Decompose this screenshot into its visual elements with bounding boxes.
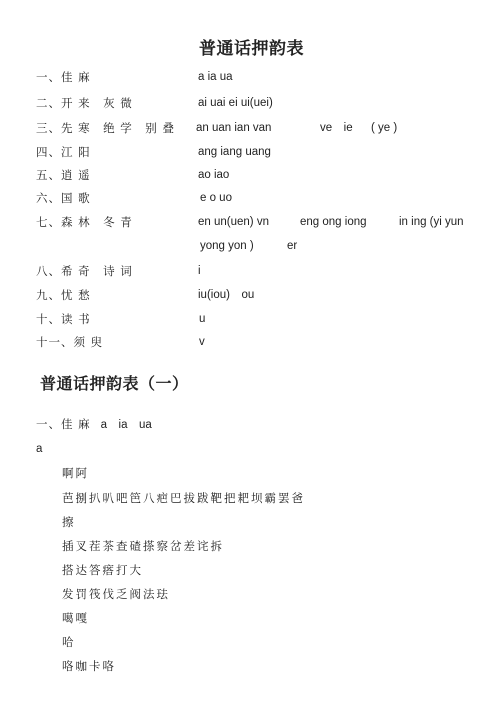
final-heading: a [36, 443, 43, 455]
character-list: 芭捌扒叭吧笆八疤巴拔跋靶把耙坝霸罢爸 [62, 491, 305, 505]
rhyme-finals: ang iang uang [198, 146, 271, 158]
category-label: 十一、须 臾 [36, 335, 104, 349]
category-label: 十、读 书 [36, 312, 91, 326]
character-list: 发罚筏伐乏阀法珐 [62, 587, 170, 601]
character-list: 噶嘎 [62, 611, 89, 625]
category-label: 一、佳 麻 [36, 417, 91, 431]
rhyme-finals: a ia ua [100, 419, 152, 431]
character-list: 哈 [62, 635, 76, 649]
rhyme-finals: en un(uen) vn [198, 216, 269, 228]
rhyme-finals: in ing (yi yun [399, 216, 464, 228]
rhyme-finals: v [199, 336, 205, 348]
category-label: 一、佳 麻 [36, 70, 91, 84]
rhyme-finals: ai uai ei ui(uei) [198, 97, 273, 109]
character-list: 啊阿 [62, 466, 89, 480]
rhyme-finals: ve ie [320, 122, 353, 134]
rhyme-finals: an uan ian van [196, 122, 272, 134]
category-label: 九、忧 愁 [36, 288, 91, 302]
category-label: 七、森 林 冬 青 [36, 215, 133, 229]
character-list: 咯咖卡咯 [62, 659, 116, 673]
category-label: 八、希 奇 诗 词 [36, 264, 133, 278]
character-list: 搭达答瘩打大 [62, 563, 143, 577]
rhyme-finals: e o uo [200, 192, 232, 204]
character-list: 擦 [62, 515, 76, 529]
page-title: 普通话押韵表 [199, 39, 304, 59]
category-label: 五、逍 遥 [36, 168, 91, 182]
rhyme-finals: u [199, 313, 206, 325]
rhyme-finals: ao iao [198, 169, 230, 181]
category-label: 六、国 歌 [36, 191, 91, 205]
category-label: 三、先 寒 绝 学 别 叠 [36, 121, 175, 135]
section-head [36, 416, 152, 433]
section-title: 普通话押韵表（一） [40, 374, 189, 393]
category-label: 四、江 阳 [36, 145, 91, 159]
rhyme-finals: i [198, 265, 201, 277]
rhyme-finals: eng ong iong [300, 216, 367, 228]
rhyme-finals: er [287, 240, 298, 252]
rhyme-finals: a ia ua [198, 71, 233, 83]
character-list: 插叉茬茶查碴搽察岔差诧拆 [62, 539, 224, 553]
rhyme-finals: iu(iou) ou [198, 289, 255, 301]
rhyme-finals: yong yon ) [200, 240, 254, 252]
rhyme-finals: ( ye ) [371, 122, 398, 134]
category-label: 二、开 来 灰 微 [36, 96, 133, 110]
